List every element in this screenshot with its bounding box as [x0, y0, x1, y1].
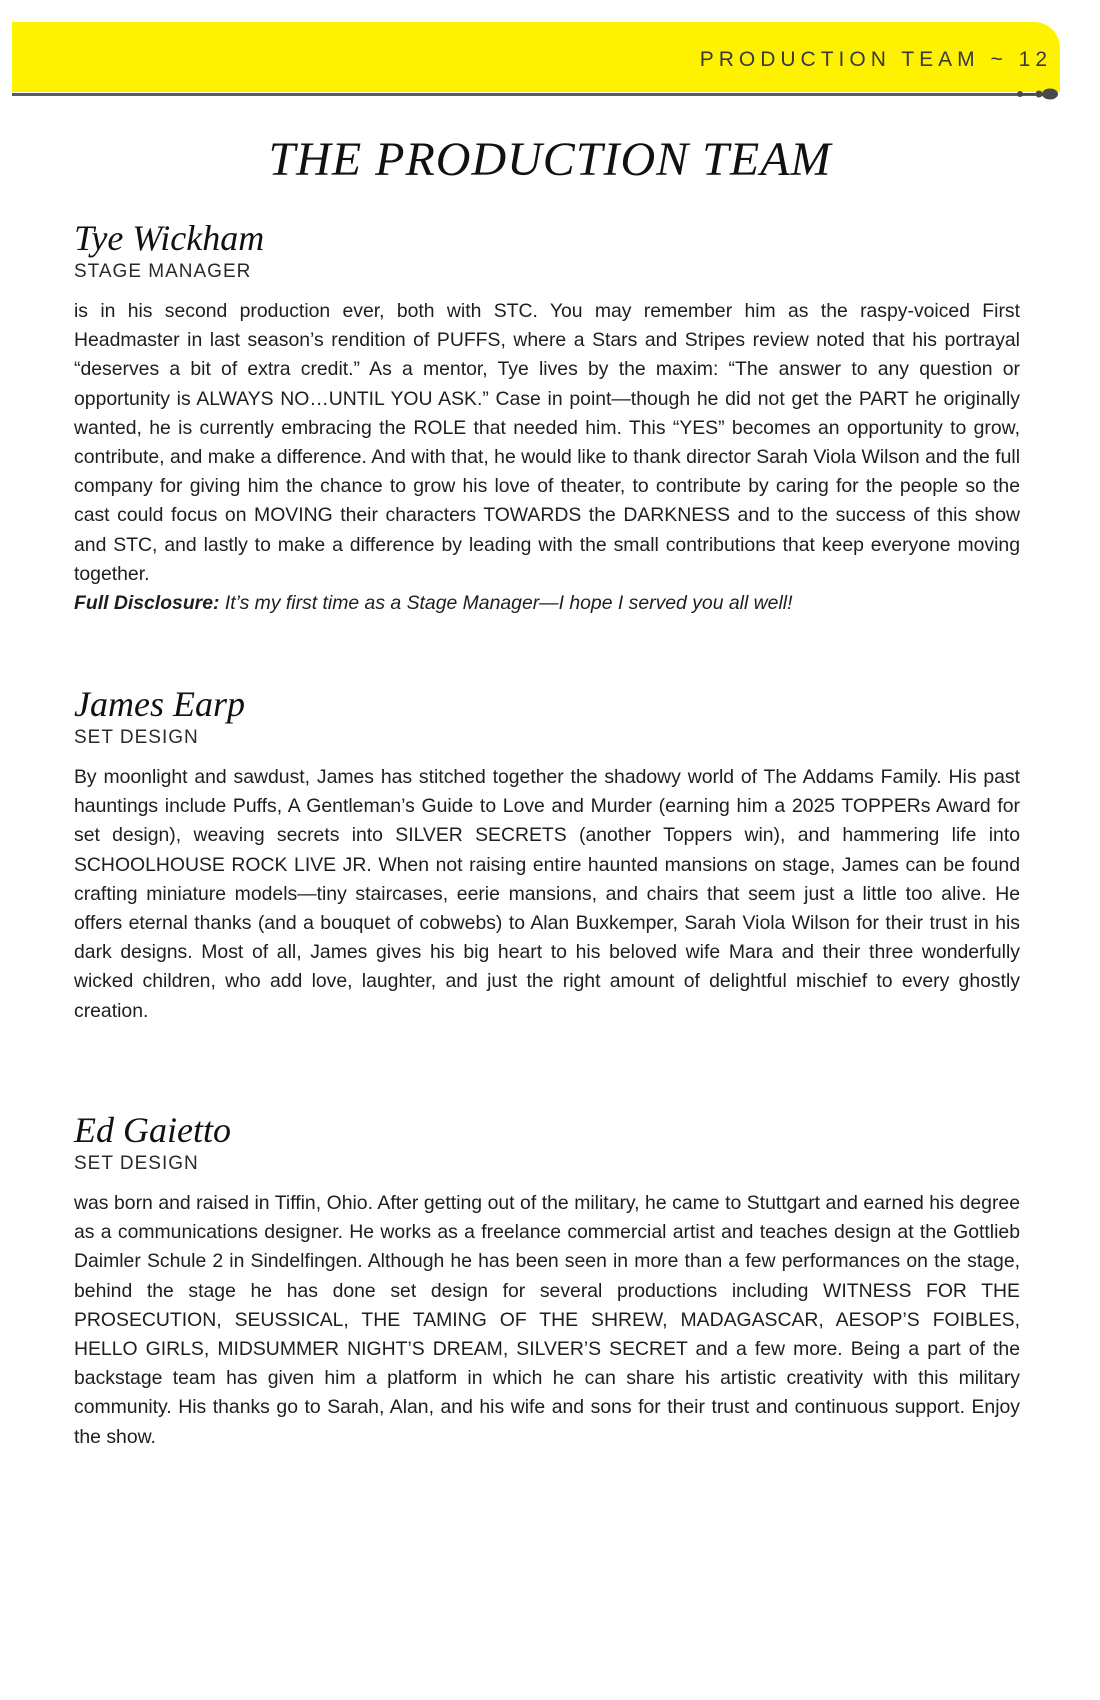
running-header [700, 48, 1052, 72]
bio-text: was born and raised in Tiffin, Ohio. After getting out of the military, he came to Stuttgart and earned his degree as a communications designer. He works as a freelance commercial artist and teaches design at the Gottlieb Daimler Schule 2 in Sindelfingen. Although he has been seen in more than a few performances on the stage, behind the stage he has done set design for several productions including WITNESS FOR THE PROSECUTION, SEUSSICAL, THE TAMING OF THE SHREW, MADAGASCAR, AESOP’S FOIBLES, HELLO GIRLS, MIDSUMMER NIGHT’S DREAM, SILVER’S SECRET and a few more. Being a part of the backstage team has given him a platform in which he can share his artistic creativity with this military community. His thanks go to Sarah, Alan, and his wife and sons for their trust and continuous support. Enjoy the show. [74, 1192, 1020, 1448]
bio-text: is in his second production ever, both with STC. You may remember him as the raspy-voiced First Headmaster in last season’s rendition of PUFFS, where a Stars and Stripes review noted that his portrayal “deserves a bit of extra credit.” As a mentor, Tye lives by the maxim: “The answer to any question or opportunity is ALWAYS NO…UNTIL YOU ASK.” Case in point—though he did not get the PART he originally wanted, he is currently embracing the ROLE that needed him. This “YES” becomes an opportunity to grow, contribute, and make a difference. And with that, he would like to thank director Sarah Viola Wilson and the full company for giving him the chance to grow his love of theater, to contribute by caring for the people so the cast could focus on MOVING their characters TOWARDS the DARKNESS and to the success of this show and STC, and lastly to make a difference by leading with the small contributions that keep everyone moving together. [74, 300, 1020, 585]
disclosure-label: Full Disclosure: [74, 592, 220, 615]
bio-name: Ed Gaietto [74, 1110, 231, 1150]
full-disclosure [74, 589, 1020, 618]
header-section: PRODUCTION TEAM [699, 48, 980, 71]
bio-ed-gaietto [74, 1110, 1020, 1452]
ornament-icon [1014, 86, 1060, 102]
bio-role: SET DESIGN [74, 727, 199, 748]
bio-text: By moonlight and sawdust, James has stitched together the shadowy world of The Addams Family. His past hauntings include Puffs, A Gentleman’s Guide to Love and Murder (earning him a 2025 TOPPERs Award for set design), weaving secrets into SILVER SECRETS (another Toppers win), and hammering life into SCHOOLHOUSE ROCK LIVE JR. When not raising entire haunted mansions on stage, James can be found crafting miniature models—tiny staircases, eerie mansions, and chairs that seem just a little too alive. He offers eternal thanks (and a bouquet of cobwebs) to Alan Buxkemper, Sarah Viola Wilson for their trust in his dark designs. Most of all, James gives his big heart to his beloved wife Mara and their three wonderfully wicked children, who add love, laughter, and just the right amount of delightful mischief to every ghostly creation. [74, 766, 1020, 1022]
bio-tye-wickham [74, 218, 1020, 618]
page-number: 12 [1018, 48, 1052, 71]
bio-role: SET DESIGN [74, 1153, 199, 1174]
header-rule [12, 93, 1052, 96]
bio-james-earp [74, 684, 1020, 1026]
bio-name: Tye Wickham [74, 218, 265, 258]
bio-role: STAGE MANAGER [74, 261, 252, 282]
disclosure-text: It’s my first time as a Stage Manager—I hope I served you all well! [224, 592, 793, 615]
header-separator: ~ [990, 48, 1008, 71]
bio-name: James Earp [74, 684, 245, 724]
page-title: THE PRODUCTION TEAM [268, 133, 832, 186]
